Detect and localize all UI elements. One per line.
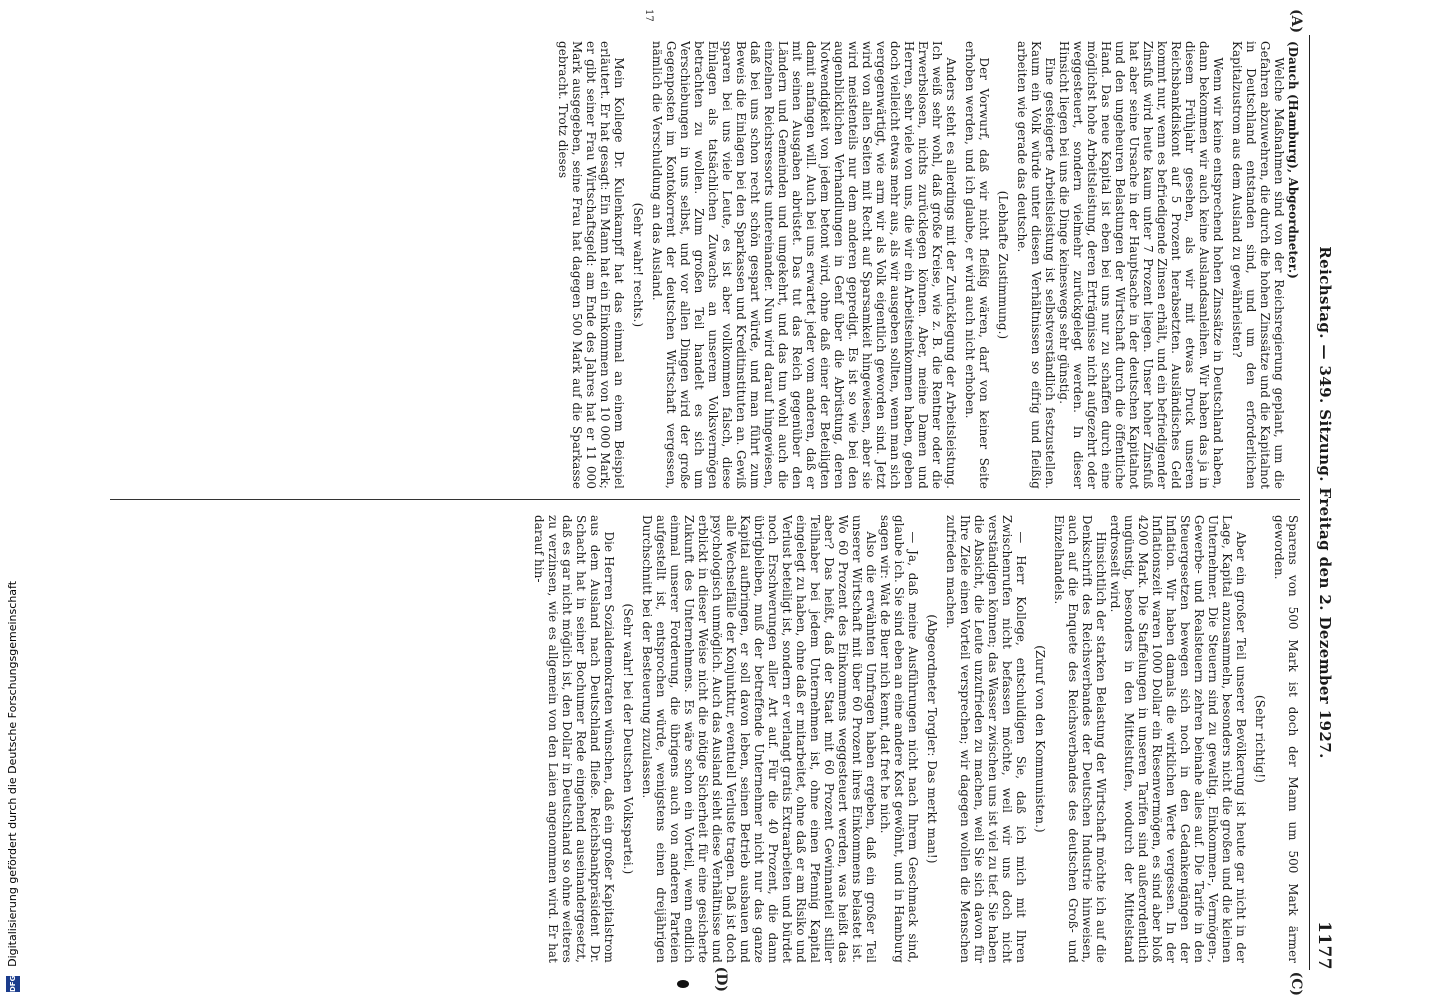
footer-text: Digitalisierung gefördert durch die Deutsche Forschungsgemeinschaft — [6, 580, 19, 967]
paragraph: Wenn wir keine entsprechend hohen Zinssätze in Deutschland haben, dann bekommen wir auch keine Auslandsanleihen. Wir haben das ja in diesem Frühjahr gesehen, als wir mit etwas Druck unseren Reichsbankdiskont auf 5 Prozent herabsetzten. Ausländisches Geld kommt nur, wenn es befriedigende Zinsen erhält, und ein befriedigender Zinsfuß wird heute kaum unter 7 Prozent liegen. Unser hoher Zinsfuß hat aber seine Ursache in der Hauptsache in der deutschen Kapitalnot und den ungeheuren Belastungen der Wirtschaft durch die öffentliche Hand. Das neue Kapital ist eben bei uns nur zu schaffen durch eine möglichst hohe Arbeitsleistung, deren Erträgnisse nicht aufgezehrt oder weggesteuert, sondern vielmehr zurückgelegt werden. In dieser Hinsicht liegen bei uns die Dinge keineswegs sehr günstig. — [1057, 41, 1225, 489]
paragraph: Die Herren Sozialdemokraten wünschen, daß ein großer Kapitalstrom aus dem Ausland nach Deutschland fließe. Reichsbankpräsident Dr. Schacht hat in seiner Bochumer Rede eingehend auseinandergesetzt, daß es gar nicht möglich ist, den Dollar in Deutschland so ohne weiteres zu verzinsen, wie es allgemein von den Laien angenommen wird. Er hat darauf hin- — [532, 515, 616, 963]
speaker-line: (Dauch (Hamburg), Abgeordneter.) — [1286, 41, 1300, 279]
paragraph: Welche Maßnahmen sind von der Reichsregierung geplant, um die Gefahren abzuwehren, die durch die hohen Zinssätze und die Kapitalnot in Deutschland entstanden sind, und um den erforderlichen Kapitalzustrom aus dem Ausland zu gewährleisten? — [1230, 41, 1286, 489]
paragraph: Eine gesteigerte Arbeitsleistung ist selbstverständlich festzustellen. Kaum ein Volk würde unter diesen Verhältnissen so eifrig und fleißig arbeiten wie gerade das deutsche. — [1015, 41, 1057, 489]
paragraph: Anders steht es allerdings mit der Zurücklegung der Arbeitsleistung. Ich weiß sehr wohl, daß große Kreise, wie z. B. die Rentner oder die Erwerbslosen, nichts zurücklegen können. Aber, meine Damen und Herren, sehr viele von uns, die wir ein Arbeitseinkommen haben, geben doch vielleicht etwas mehr aus, als wir ausgeben sollten, wenn man sich vergegenwärtigt, wie arm wir als Volk eigentlich geworden sind. Jetzt wird von allen Seiten mit Recht auf Sparsamkeit hingewiesen, aber sie wird meistenteils nur dem anderen gepredigt. Es ist so wie bei den augenblicklichen Verhandlungen in Genf über die Abrüstung, deren Notwendigkeit von jedem betont wird, ohne daß einer der Beteiligten damit anfangen will. Auch bei uns erwartet jeder vom anderen, daß er mit seinen Ausgaben abrüstet. Das tut das Reich gegenüber den Ländern und Gemeinden und umgekehrt, und das tun wohl auch die einzelnen Reichsressorts untereinander. Nun wird darauf hingewiesen, daß bei uns schon recht schön gespart würde, und man führt zum Beweis die Einlagen bei den Sparkassen und Kreditinstituten an. Gewiß sparen bei uns viele Leute, es ist aber vollkommen falsch, diese Einlagen als tatsächlichen Zuwachs an unserem Volksvermögen betrachten zu wollen. Zum großen Teil handelt es sich um Verschiebungen in uns selbst, und vor allen Dingen wird der große Gegenposten im Kontokorrent der deutschen Wirtschaft vergessen, nämlich die Verschuldung an das Ausland. — [650, 41, 958, 489]
interjection: (Sehr wahr! rechts.) — [631, 202, 645, 328]
interjection: (Sehr richtig!) — [1253, 695, 1267, 783]
paragraph: — Ja, daß meine Ausführungen nicht nach Ihrem Geschmack sind, glaube ich. Sie sind eben an eine andere Kost gewöhnt, und in Hamburg sagen wir: Wat de Buer nich kennt, dat fret he nich. — [878, 515, 920, 963]
document-page — [104, 9, 1334, 996]
paragraph: — Herr Kollege, entschuldigen Sie, daß ich mich mit Ihren Zwischenrufen nicht befassen möchte, weil wir uns doch nicht verständigen können; das Wasser zwischen uns ist viel zu tief. Sie haben die Absicht, die Leute unzufrieden zu machen, weil Sie sich davon für Ihre Ziele einen Vorteil versprechen; wir dagegen wollen die Menschen zufrieden machen. — [944, 515, 1028, 963]
paragraph: Aber ein großer Teil unserer Bevölkerung ist heute gar nicht in der Lage, Kapital anzusammeln, besonders nicht die großen und die kleinen Unternehmer. Die Steuern sind zu gewaltig. Einkommen-, Vermögen-, Gewerbe- und Realsteuern zehren beinahe alles auf. Die Tarife in den Steuergesetzen bewegen sich noch in den Gedankengängen der Inflation. Wir haben damals die wirklichen Werte vergessen. In der Inflationszeit waren 1000 Dollar ein Riesenvermögen, es sind aber bloß 4200 Mark. Die Staffelungen in unseren Tarifen sind außerordentlich ungünstig, besonders in den Mittelstufen, wodurch der Mittelstand erdrosselt wird. — [1108, 515, 1248, 963]
page-number: 1177 — [1314, 921, 1334, 970]
left-column — [110, 41, 1300, 489]
interjection: (Sehr wahr! bei der Deutschen Volkspartei.) — [621, 603, 635, 875]
header-title: Reichstag. — 349. Sitzung. Freitag den 2. Dezember 1927. — [1316, 246, 1334, 759]
paragraph: Der Vorwurf, daß wir nicht fleißig wären, darf von keiner Seite erhoben werden, und ich glaube, er wird auch nicht erhoben. — [963, 41, 991, 489]
interjection: (Lebhafte Zustimmung.) — [996, 190, 1010, 340]
margin-marker-b: 17 — [643, 9, 654, 22]
right-column — [110, 515, 1300, 963]
interjection: (Zuruf von den Kommunisten.) — [1033, 645, 1047, 833]
margin-marker-a: (A) — [1288, 9, 1304, 34]
paragraph: Also die erwähnten Umfragen haben ergeben, daß ein großer Teil unserer Wirtschaft mit über 60 Prozent ihres Einkommens belastet ist. Wo 60 Prozent des Einkommens weggesteuert werden, was heißt das aber? Das heißt, daß der Staat mit 60 Prozent Gewinnanteil stiller Teilhaber bei jedem Unternehmen ist, ohne einen Pfennig Kapital eingelegt zu haben, ohne daß er mitarbeitet, ohne daß er am Risiko und Verlust beteiligt ist, sondern er verlangt gratis Extraarbeiten und bürdet noch Erschwerungen aller Art auf. Für die 40 Prozent, die dann übrigbleiben, muß der betreffende Unternehmer nicht nur das ganze Kapital aufbringen, er soll davon leben, seinen Betrieb ausbauen und alle Wechselfälle der Konjunktur, eventuell Verluste tragen. Daß ist doch psychologisch unmöglich. Auch das Ausland sieht diese Verhältnisse und erblickt in dieser Weise nicht die nötige Sicherheit für eine gesicherte Zukunft des Unternehmens. Es wäre schon ein Vorteil, wenn endlich einmal unserer Forderung, die übrigens auch von anderen Parteien aufgestellt ist, entsprochen würde, wenigstens einen dreijährigen Durchschnitt bei der Besteuerung zuzulassen. — [640, 515, 878, 963]
paragraph: Sparens von 500 Mark ist doch der Mann um 500 Mark ärmer geworden. — [1272, 515, 1300, 963]
margin-marker-c: (C) — [1288, 971, 1304, 996]
margin-marker-d: (D) — [713, 966, 729, 992]
footer — [0, 0, 34, 1000]
dfg-logo-icon: DFG — [6, 976, 20, 992]
paragraph: Hinsichtlich der starken Belastung der Wirtschaft möchte ich auf die Denkschrift des Reichsverbandes der Deutschen Industrie hinweisen, auch auf die Enquete des Reichsverbandes des deutschen Groß- und Einzelhandels. — [1052, 515, 1108, 963]
paragraph: Mein Kollege Dr. Kulenkampff hat das einmal an einem Beispiel erläutert. Er hat gesagt: Ein Mann hat ein Einkommen von 10 000 Mark; er gibt seiner Frau Wirtschaftsgeld: am Ende des Jahres hat er 11 000 Mark ausgegeben, seine Frau hat dagegen 500 Mark auf die Sparkasse gebracht. Trotz dieses — [556, 41, 626, 489]
column-divider — [110, 499, 1300, 500]
ink-dot — [677, 980, 689, 988]
page-header — [1308, 35, 1334, 970]
header-rule — [1309, 35, 1310, 970]
interjection: (Abgeordneter Torgler: Das merkt man!) — [925, 614, 939, 864]
